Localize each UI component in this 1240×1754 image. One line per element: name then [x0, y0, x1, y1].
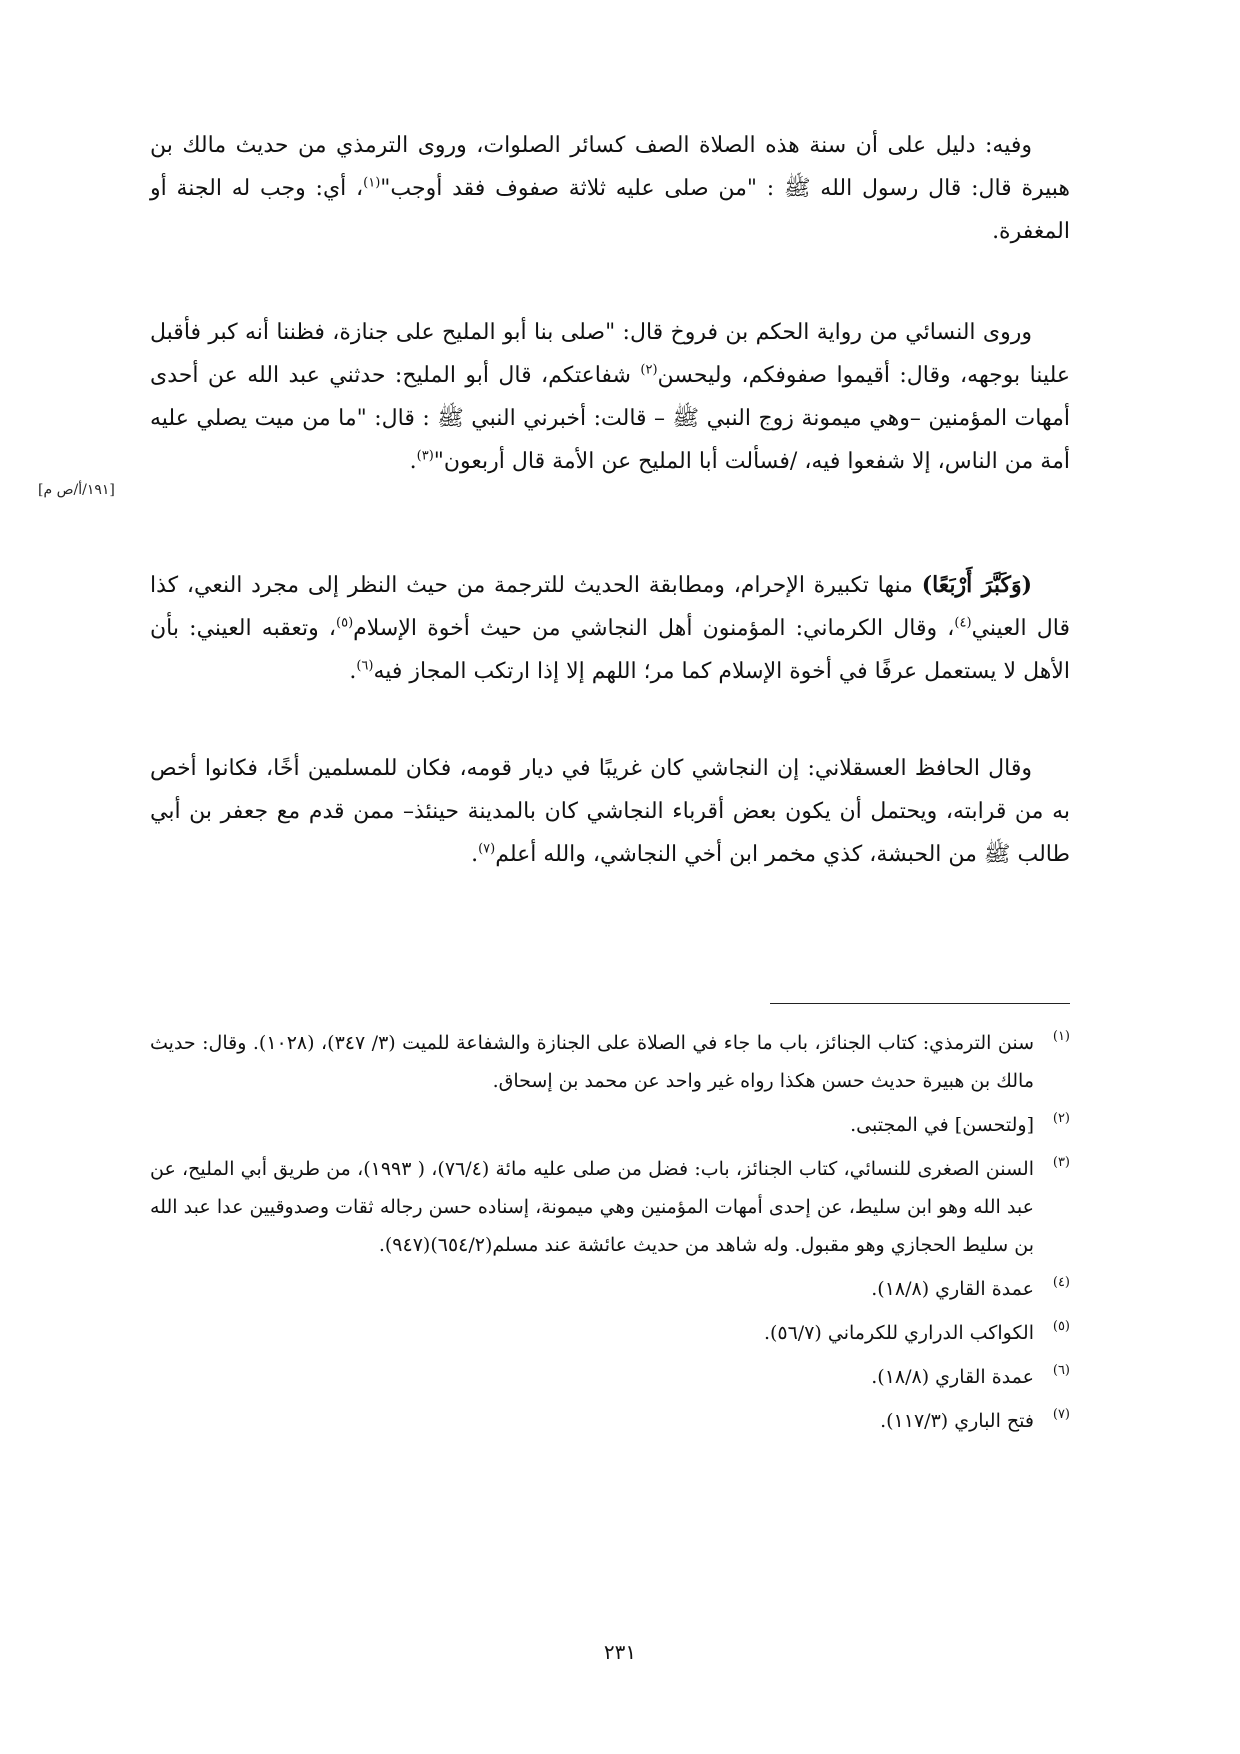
footnote-2 — [150, 1106, 1070, 1144]
quoted-matn: (وَكَبَّرَ أَرْبَعًا) — [921, 572, 1032, 598]
footnote-number: (٥) — [1052, 1319, 1070, 1334]
footnote-text: [ولتحسن] في المجتبى. — [850, 1114, 1034, 1136]
footnote-4 — [150, 1270, 1070, 1308]
paragraph-3 — [150, 564, 1070, 693]
footnote-number: (٤) — [1052, 1275, 1070, 1290]
footnote-7 — [150, 1402, 1070, 1440]
footnote-text: فتح الباري (١١٧/٣). — [880, 1410, 1034, 1432]
paragraph-2 — [150, 311, 1070, 483]
paragraph-2-text — [150, 311, 1070, 483]
footnote-ref-1[interactable]: (١) — [363, 175, 381, 191]
footnotes — [150, 1024, 1070, 1446]
paragraph-1-segment: وفيه: دليل على أن سنة هذه الصلاة الصف كسائر الصلوات، وروى الترمذي من حديث مالك بن هبيرة قال: قال رسول الله ﷺ : "من صلى عليه ثلاثة صفوف فقد أوجب" — [150, 133, 1070, 201]
paragraph-3-segment: ، وقال الكرماني: المؤمنون أهل النجاشي من حيث أخوة الإسلام — [353, 616, 955, 641]
footnote-number: (٢) — [1052, 1111, 1070, 1126]
paragraph-4-segment: وقال الحافظ العسقلاني: إن النجاشي كان غريبًا في ديار قومه، فكان للمسلمين أخًا، فكانوا أخص به من قرابته، ويحتمل أن يكون بعض أقرباء النجاشي كان بالمدينة حينئذ– ممن قدم مع جعفر بن أبي طالب ﷺ من الحبشة، كذي مخمر ابن أخي النجاشي، والله أعلم — [150, 756, 1070, 867]
paragraph-1 — [150, 124, 1070, 253]
footnote-text: الكواكب الدراري للكرماني (٥٦/٧). — [763, 1322, 1034, 1344]
footnote-ref-2[interactable]: (٢) — [640, 362, 658, 378]
paragraph-3-segment: منها تكبيرة الإحرام، ومطابقة الحديث للترجمة من حيث النظر إلى مجرد النعي، كذا قال العيني — [150, 573, 1070, 641]
paragraph-3-text — [150, 564, 1070, 693]
footnote-text: السنن الصغرى للنسائي، كتاب الجنائز، باب: فضل من صلى عليه مائة (٧٦/٤)، ( ١٩٩٣)، من طريق أبي المليح، عن عبد الله وهو ابن سليط، عن إحدى أمهات المؤمنين وهي ميمونة، إسناده حسن رجاله ثقات وصدوقيين عدا عبد الله بن سليط الحجازي وهو مقبول. وله شاهد من حديث عائشة عند مسلم(٦٥٤/٢)(٩٤٧). — [150, 1158, 1034, 1256]
footnote-ref-7[interactable]: (٧) — [478, 841, 496, 857]
footnote-text: عمدة القاري (١٨/٨). — [871, 1278, 1034, 1300]
footnote-number: (٣) — [1052, 1155, 1070, 1170]
footnote-ref-6[interactable]: (٦) — [356, 658, 374, 674]
paragraph-2-segment: . — [409, 449, 417, 474]
footnote-number: (١) — [1052, 1029, 1070, 1044]
footnote-text: سنن الترمذي: كتاب الجنائز، باب ما جاء في الصلاة على الجنازة والشفاعة للميت (٣/ ٣٤٧)، (١٠٢٨). وقال: حديث مالك بن هبيرة حديث حسن هكذا رواه غير واحد عن محمد بن إسحاق. — [150, 1032, 1035, 1092]
footnote-3 — [150, 1150, 1070, 1264]
footnote-number: (٧) — [1052, 1407, 1070, 1422]
paragraph-2-segment: شفاعتكم، قال أبو المليح: حدثني عبد الله عن أحدى أمهات المؤمنين –وهي ميمونة زوج النبي ﷺ – قالت: أخبرني النبي ﷺ : قال: "ما من ميت يصلي عليه أمة من الناس، إلا شفعوا فيه، /فسألت أبا المليح عن الأمة قال أربعون" — [150, 363, 1070, 474]
page-number: ٢٣١ — [603, 1640, 637, 1664]
footnote-1 — [150, 1024, 1070, 1100]
margin-note: [١٩١/أ/ص م] — [38, 482, 115, 498]
footnote-separator — [770, 1003, 1070, 1004]
paragraph-2-segment: وروى النسائي من رواية الحكم بن فروخ قال: "صلى بنا أبو المليح على جنازة، فظننا أنه كبر فأقبل علينا بوجهه، وقال: أقيموا صفوفكم، وليحسن — [150, 320, 1070, 388]
footnote-ref-3[interactable]: (٣) — [416, 448, 434, 464]
footnote-text: عمدة القاري (١٨/٨). — [871, 1366, 1034, 1388]
paragraph-1-text — [150, 124, 1070, 253]
paragraph-4 — [150, 747, 1070, 876]
footnote-6 — [150, 1358, 1070, 1396]
paragraph-3-segment: ، وتعقبه العيني: بأن الأهل لا يستعمل عرفًا في أخوة الإسلام كما مر؛ اللهم إلا إذا ارتكب المجاز فيه — [150, 616, 1070, 684]
footnote-number: (٦) — [1052, 1363, 1070, 1378]
paragraph-3-segment: . — [349, 659, 357, 684]
footnote-5 — [150, 1314, 1070, 1352]
paragraph-1-segment: ، أي: وجب له الجنة أو المغفرة. — [150, 176, 1070, 244]
footnote-ref-5[interactable]: (٥) — [336, 615, 354, 631]
footnote-ref-4[interactable]: (٤) — [954, 615, 972, 631]
paragraph-4-text — [150, 747, 1070, 876]
paragraph-4-segment: . — [471, 842, 479, 867]
